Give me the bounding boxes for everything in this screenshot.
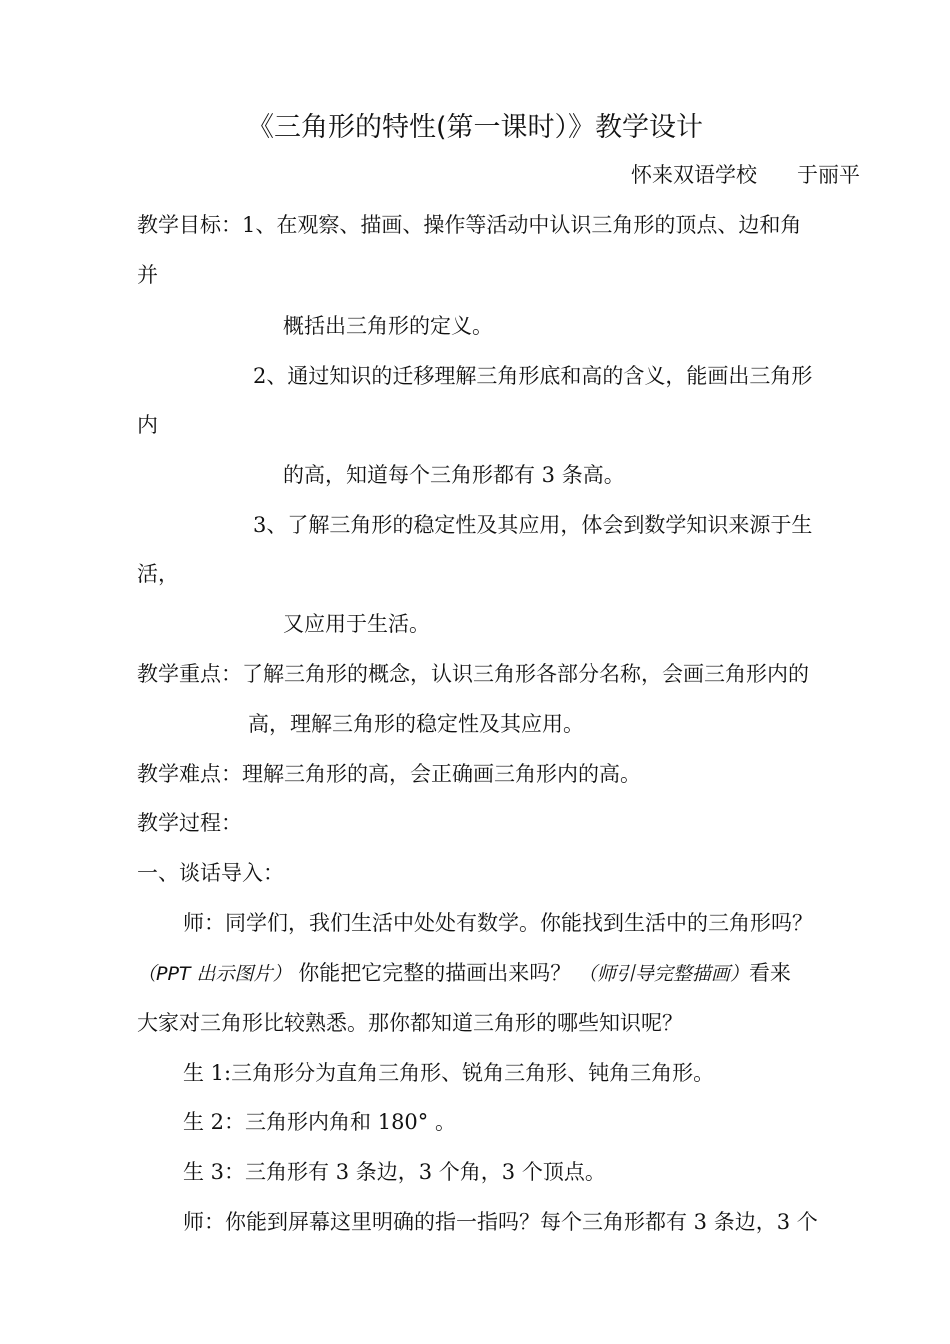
key-points-line — [137, 659, 809, 689]
author-name: 于丽平 — [797, 163, 860, 187]
teacher-line-2-text: 你能把它完整的描画出来吗？ — [291, 961, 578, 985]
stage-note-ppt: （PPT 出示图片） — [137, 963, 292, 985]
objective-2-text: 2、通过知识的迁移理解三角形底和高的含义，能画出三角形 — [253, 364, 813, 388]
teacher-line-1: 师：同学们，我们生活中处处有数学。你能找到生活中的三角形吗？ — [183, 911, 813, 935]
objective-1-continued: 概括出三角形的定义。 — [283, 314, 493, 338]
document-title: 《三角形的特性(第一课时）》教学设计 — [246, 112, 704, 143]
objective-2-continued: 的高，知道每个三角形都有 3 条高。 — [283, 463, 625, 487]
difficulties-text: 理解三角形的高，会正确画三角形内的高。 — [242, 762, 641, 786]
teacher-line-3: 大家对三角形比较熟悉。那你都知道三角形的哪些知识呢？ — [137, 1011, 683, 1035]
key-points-label: 教学重点： — [137, 662, 242, 686]
author-school: 怀来双语学校 — [631, 163, 757, 187]
objective-3-continued: 又应用于生活。 — [283, 612, 430, 636]
process-label: 教学过程： — [137, 811, 242, 835]
objective-1-wrap: 并 — [137, 263, 158, 287]
stage-note-guide: （师引导完整描画） — [577, 963, 749, 985]
difficulties-line — [137, 759, 641, 789]
objectives-line — [137, 210, 801, 240]
objectives-label: 教学目标： — [137, 213, 242, 237]
student-1-line: 生 1:三角形分为直角三角形、锐角三角形、钝角三角形。 — [183, 1061, 715, 1085]
key-points-text: 了解三角形的概念，认识三角形各部分名称，会画三角形内的 — [242, 662, 809, 686]
difficulties-label: 教学难点： — [137, 762, 242, 786]
student-2-line: 生 2：三角形内角和 180° 。 — [183, 1110, 456, 1134]
objective-1-text: 1、在观察、描画、操作等活动中认识三角形的顶点、边和角 — [242, 213, 802, 237]
objective-3-text: 3、了解三角形的稳定性及其应用，体会到数学知识来源于生 — [253, 513, 813, 537]
teacher-line-2 — [137, 958, 791, 989]
author-line — [631, 160, 860, 190]
student-3-line: 生 3：三角形有 3 条边，3 个角，3 个顶点。 — [183, 1160, 606, 1184]
key-points-continued: 高，理解三角形的稳定性及其应用。 — [248, 712, 584, 736]
section-1-heading: 一、谈话导入： — [137, 861, 284, 885]
objective-3-wrap: 活， — [137, 562, 179, 586]
teacher-line-4: 师：你能到屏幕这里明确的指一指吗？每个三角形都有 3 条边，3 个 — [183, 1210, 818, 1234]
objective-2-wrap: 内 — [137, 413, 158, 437]
teacher-line-2-end: 看来 — [748, 961, 791, 985]
